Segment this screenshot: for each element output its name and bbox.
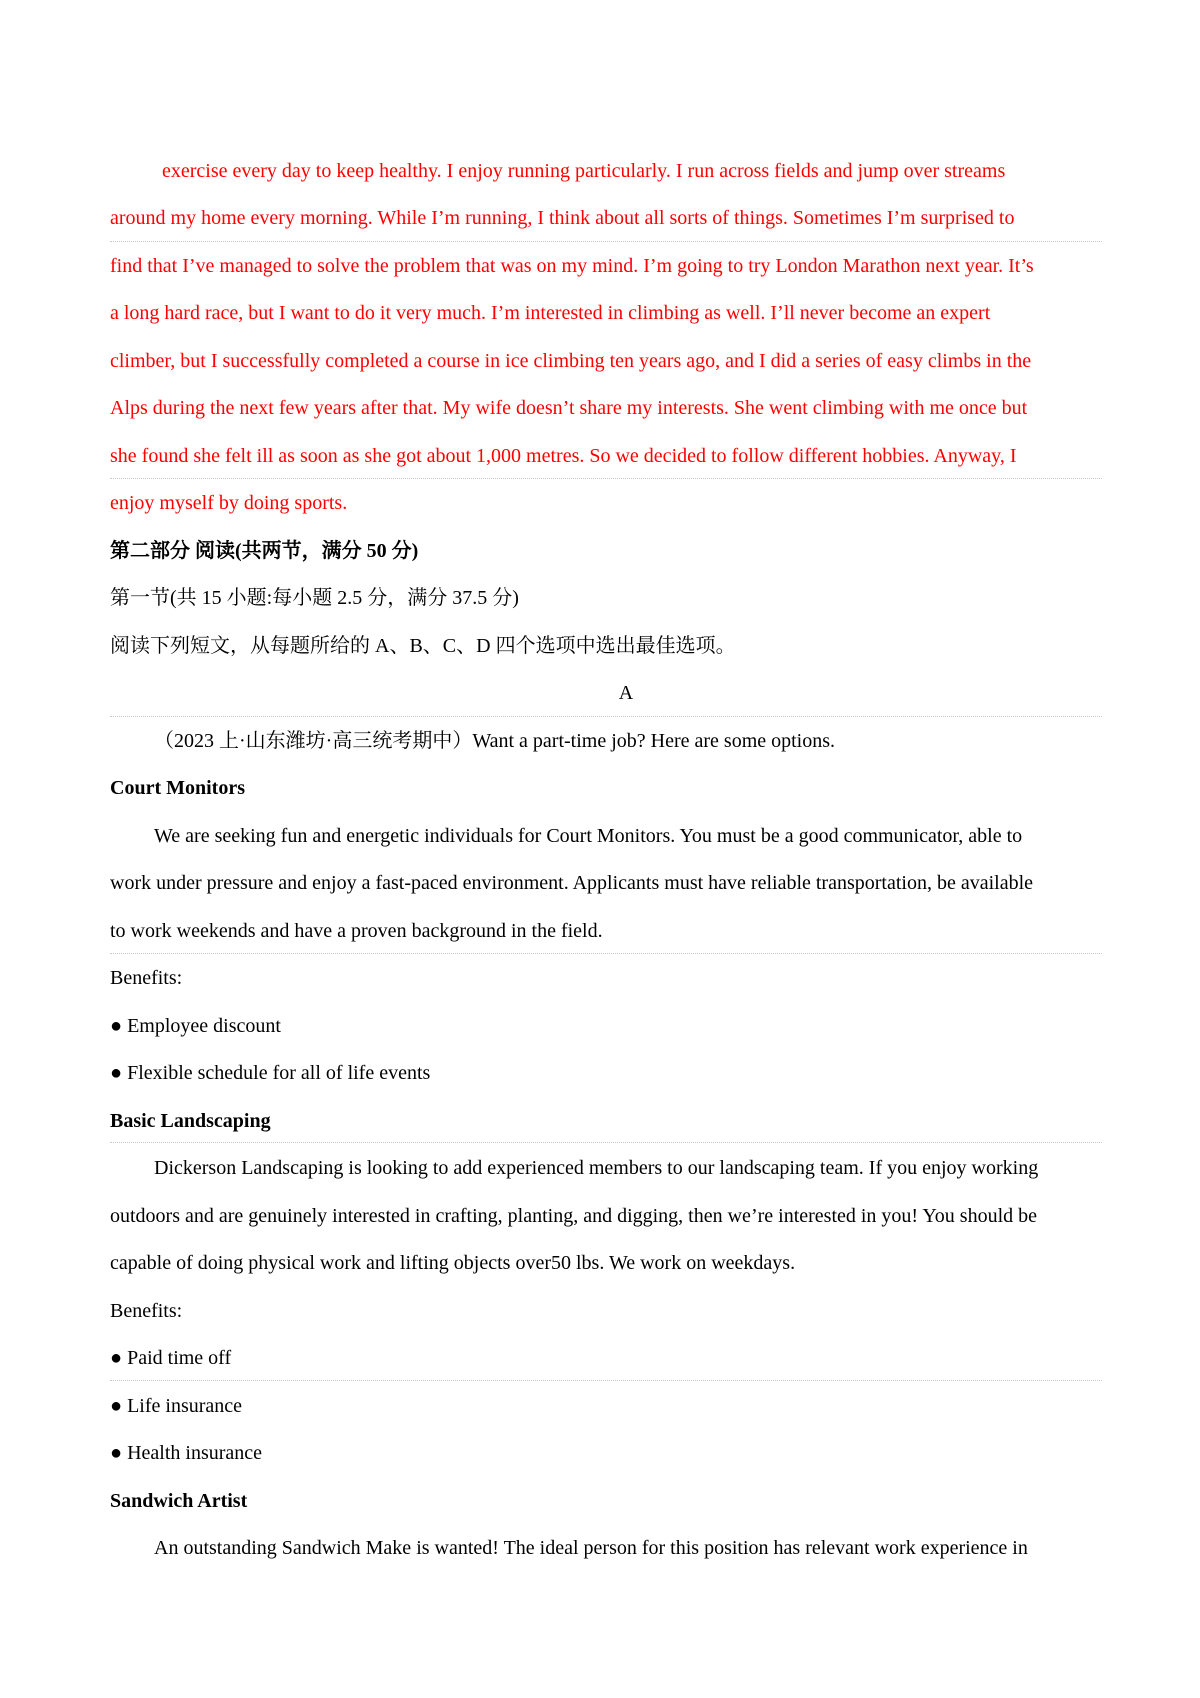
reading-instructions: 阅读下列短文，从每题所给的 A、B、C、D 四个选项中选出最佳选项。 — [110, 635, 736, 657]
job-title: Court Monitors — [110, 777, 245, 799]
dotted-rule — [110, 478, 1102, 479]
answer-passage-line: enjoy myself by doing sports. — [110, 492, 348, 514]
benefit-item: ● Employee discount — [110, 1015, 281, 1037]
job-description-line: Dickerson Landscaping is looking to add experienced members to our landscaping team. If you enjoy working — [154, 1157, 1039, 1179]
answer-passage-line: Alps during the next few years after that. My wife doesn’t share my interests. She went climbing with me once but — [110, 397, 1028, 419]
dotted-rule — [110, 953, 1102, 954]
benefit-item: ● Life insurance — [110, 1395, 243, 1417]
answer-passage-line: climber, but I successfully completed a course in ice climbing ten years ago, and I did a series of easy climbs in the — [110, 350, 1032, 372]
job-description-line: An outstanding Sandwich Make is wanted! The ideal person for this position has relevant work experience in — [154, 1537, 1028, 1559]
job-title: Sandwich Artist — [110, 1490, 248, 1512]
job-description-line: We are seeking fun and energetic individuals for Court Monitors. You must be a good communicator, able to — [154, 825, 1023, 847]
part-two-heading: 第二部分 阅读(共两节，满分 50 分) — [110, 540, 419, 562]
answer-passage-line: around my home every morning. While I’m running, I think about all sorts of things. Sometimes I’m surprised to — [110, 207, 1015, 229]
passage-label: A — [618, 682, 634, 704]
job-description-line: work under pressure and enjoy a fast-paced environment. Applicants must have reliable transportation, be available — [110, 872, 1034, 894]
job-description-line: to work weekends and have a proven background in the field. — [110, 920, 603, 942]
benefit-item: ● Flexible schedule for all of life events — [110, 1062, 431, 1084]
job-title: Basic Landscaping — [110, 1110, 271, 1132]
dotted-rule — [110, 241, 1102, 242]
dotted-rule — [110, 1142, 1102, 1143]
answer-passage-line: exercise every day to keep healthy. I enjoy running particularly. I run across fields and jump over streams — [162, 160, 1006, 182]
job-description-line: outdoors and are genuinely interested in crafting, planting, and digging, then we’re interested in you! You should be — [110, 1205, 1038, 1227]
section-one-title: 第一节(共 15 小题:每小题 2.5 分，满分 37.5 分) — [110, 587, 519, 609]
benefit-item: ● Health insurance — [110, 1442, 263, 1464]
job-description-line: capable of doing physical work and lifting objects over50 lbs. We work on weekdays. — [110, 1252, 796, 1274]
answer-passage-line: she found she felt ill as soon as she got about 1,000 metres. So we decided to follow different hobbies. Anyway, I — [110, 445, 1017, 467]
passage-source-intro: （2023 上·山东潍坊·高三统考期中）Want a part-time job? Here are some options. — [154, 730, 836, 752]
dotted-rule — [110, 716, 1102, 717]
answer-passage-line: a long hard race, but I want to do it very much. I’m interested in climbing as well. I’ll never become an expert — [110, 302, 991, 324]
benefit-item: ● Paid time off — [110, 1347, 232, 1369]
answer-passage-line: find that I’ve managed to solve the problem that was on my mind. I’m going to try London Marathon next year. It’s — [110, 255, 1034, 277]
benefits-label: Benefits: — [110, 1300, 183, 1322]
benefits-label: Benefits: — [110, 967, 183, 989]
dotted-rule — [110, 1380, 1102, 1381]
